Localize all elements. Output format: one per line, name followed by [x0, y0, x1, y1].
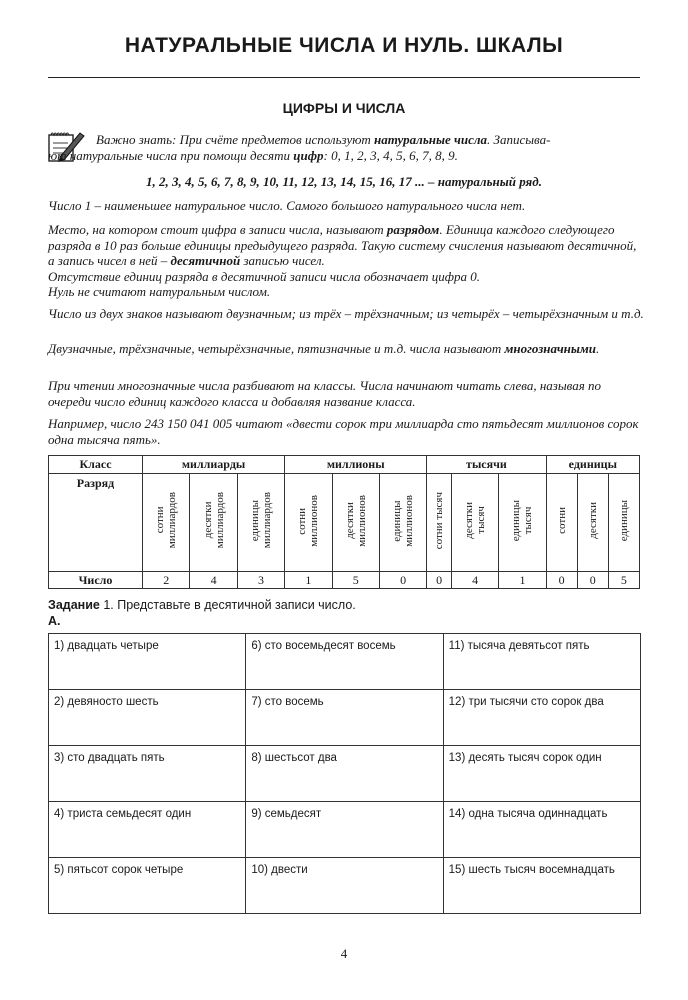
- exercise-cell[interactable]: 7) сто восемь: [246, 690, 443, 746]
- digit-cell: 0: [427, 572, 452, 589]
- digit-cell: 4: [190, 572, 237, 589]
- rank-cell: сотни миллиардов: [154, 492, 179, 549]
- rank-cell: единицы миллиардов: [248, 492, 273, 549]
- class-thousands: тысячи: [427, 456, 546, 474]
- exercise-cell[interactable]: 8) шестьсот два: [246, 746, 443, 802]
- digit-cell: 1: [285, 572, 332, 589]
- paragraph-example: Например, число 243 150 041 005 читают «двести сорок три миллиарда сто пятьдесят миллионов сорок одна тысяча пять».: [48, 416, 639, 447]
- page-title: НАТУРАЛЬНЫЕ ЧИСЛА И НУЛЬ. ШКАЛЫ: [124, 34, 564, 57]
- digit-cell: 4: [451, 572, 498, 589]
- class-millions: миллионы: [285, 456, 427, 474]
- rank-cell: десятки миллионов: [343, 494, 368, 547]
- digit-cell: 2: [143, 572, 190, 589]
- section-title: ЦИФРЫ И ЧИСЛА: [282, 100, 406, 116]
- place-value-table: [48, 455, 640, 589]
- exercise-cell[interactable]: 4) триста семьдесят один: [49, 802, 246, 858]
- exercise-cell[interactable]: 6) сто восемьдесят восемь: [246, 634, 443, 690]
- exercise-cell[interactable]: 2) девяносто шесть: [49, 690, 246, 746]
- important-note: Важно знать: При счёте предметов используют натуральные числа. Записыва-: [96, 132, 551, 147]
- digit-cell: 0: [577, 572, 608, 589]
- paragraph-digits: Число из двух знаков называют двузначным; из трёх – трёхзначным; из четырёх – четырёхзначным и т.д.: [48, 306, 644, 321]
- exercise-cell[interactable]: 3) сто двадцать пять: [49, 746, 246, 802]
- important-note-cont: ют натуральные числа при помощи десяти цифр: 0, 1, 2, 3, 4, 5, 6, 7, 8, 9.: [48, 148, 458, 163]
- paragraph-rank: Место, на котором стоит цифра в записи числа, называют разрядом. Единица каждого следующего разряда в 10 раз больше единицы предыдущего разряда. Такую систему счисления называют десятичной, а запись чисел в ней – десятичной записью чисел. Отсутствие единиц разряда в десятичной записи числа обозначает цифра 0. Нуль не считают натуральным числом.: [48, 222, 644, 300]
- paragraph-smallest: Число 1 – наименьшее натуральное число. Самого большого натурального числа нет.: [48, 198, 526, 213]
- paragraph-zero: Отсутствие единиц разряда в десятичной записи числа обозначает цифра 0.: [48, 268, 480, 284]
- digit-cell: 3: [237, 572, 284, 589]
- digit-cell: 1: [499, 572, 546, 589]
- paragraph-classes: При чтении многозначные числа разбивают на классы. Числа начинают читать слева, называя по очереди число единиц каждого класса и добавляя название класса.: [48, 378, 601, 409]
- exercise-cell[interactable]: 5) пятьсот сорок четыре: [49, 858, 246, 914]
- exercise-cell[interactable]: 1) двадцать четыре: [49, 634, 246, 690]
- rank-cell: сотни миллионов: [296, 494, 321, 547]
- exercise-cell[interactable]: 15) шесть тысяч восемнадцать: [443, 858, 640, 914]
- class-label: Класс: [49, 456, 143, 474]
- rank-cell: единицы: [617, 499, 630, 542]
- class-billions: миллиарды: [143, 456, 285, 474]
- digit-cell: 5: [332, 572, 379, 589]
- rank-cell: десятки: [586, 502, 599, 539]
- exercise-table: [48, 633, 641, 914]
- number-label: Число: [49, 572, 143, 589]
- exercise-cell[interactable]: 12) три тысячи сто сорок два: [443, 690, 640, 746]
- rank-cell: десятки миллиардов: [201, 492, 226, 549]
- page-number: 4: [340, 946, 348, 961]
- digit-cell: 0: [546, 572, 577, 589]
- paragraph-nul: Нуль не считают натуральным числом.: [48, 284, 271, 299]
- paragraph-multidigit: Двузначные, трёхзначные, четырёхзначные, пятизначные и т.д. числа называют многозначными.: [48, 341, 600, 356]
- rank-label: Разряд: [49, 474, 143, 572]
- exercise-cell[interactable]: 11) тысяча девятьсот пять: [443, 634, 640, 690]
- task-subtitle: А.: [48, 614, 61, 628]
- exercise-cell[interactable]: 13) десять тысяч сорок один: [443, 746, 640, 802]
- class-units: единицы: [546, 456, 639, 474]
- rank-cell: единицы миллионов: [391, 494, 416, 547]
- rank-cell: единицы тысяч: [510, 499, 535, 542]
- exercise-cell[interactable]: 9) семьдесят: [246, 802, 443, 858]
- rank-cell: сотни тысяч: [433, 491, 446, 550]
- digit-cell: 0: [379, 572, 426, 589]
- exercise-cell[interactable]: 14) одна тысяча одиннадцать: [443, 802, 640, 858]
- title-divider: [48, 77, 640, 78]
- exercise-cell[interactable]: 10) двести: [246, 858, 443, 914]
- rank-cell: сотни: [555, 507, 568, 534]
- natural-series: 1, 2, 3, 4, 5, 6, 7, 8, 9, 10, 11, 12, 13, 14, 15, 16, 17 ... – натуральный ряд.: [146, 174, 542, 189]
- task-title: Задание 1. Представьте в десятичной записи число.: [48, 598, 356, 612]
- rank-cell: десятки тысяч: [463, 502, 488, 539]
- digit-cell: 5: [608, 572, 639, 589]
